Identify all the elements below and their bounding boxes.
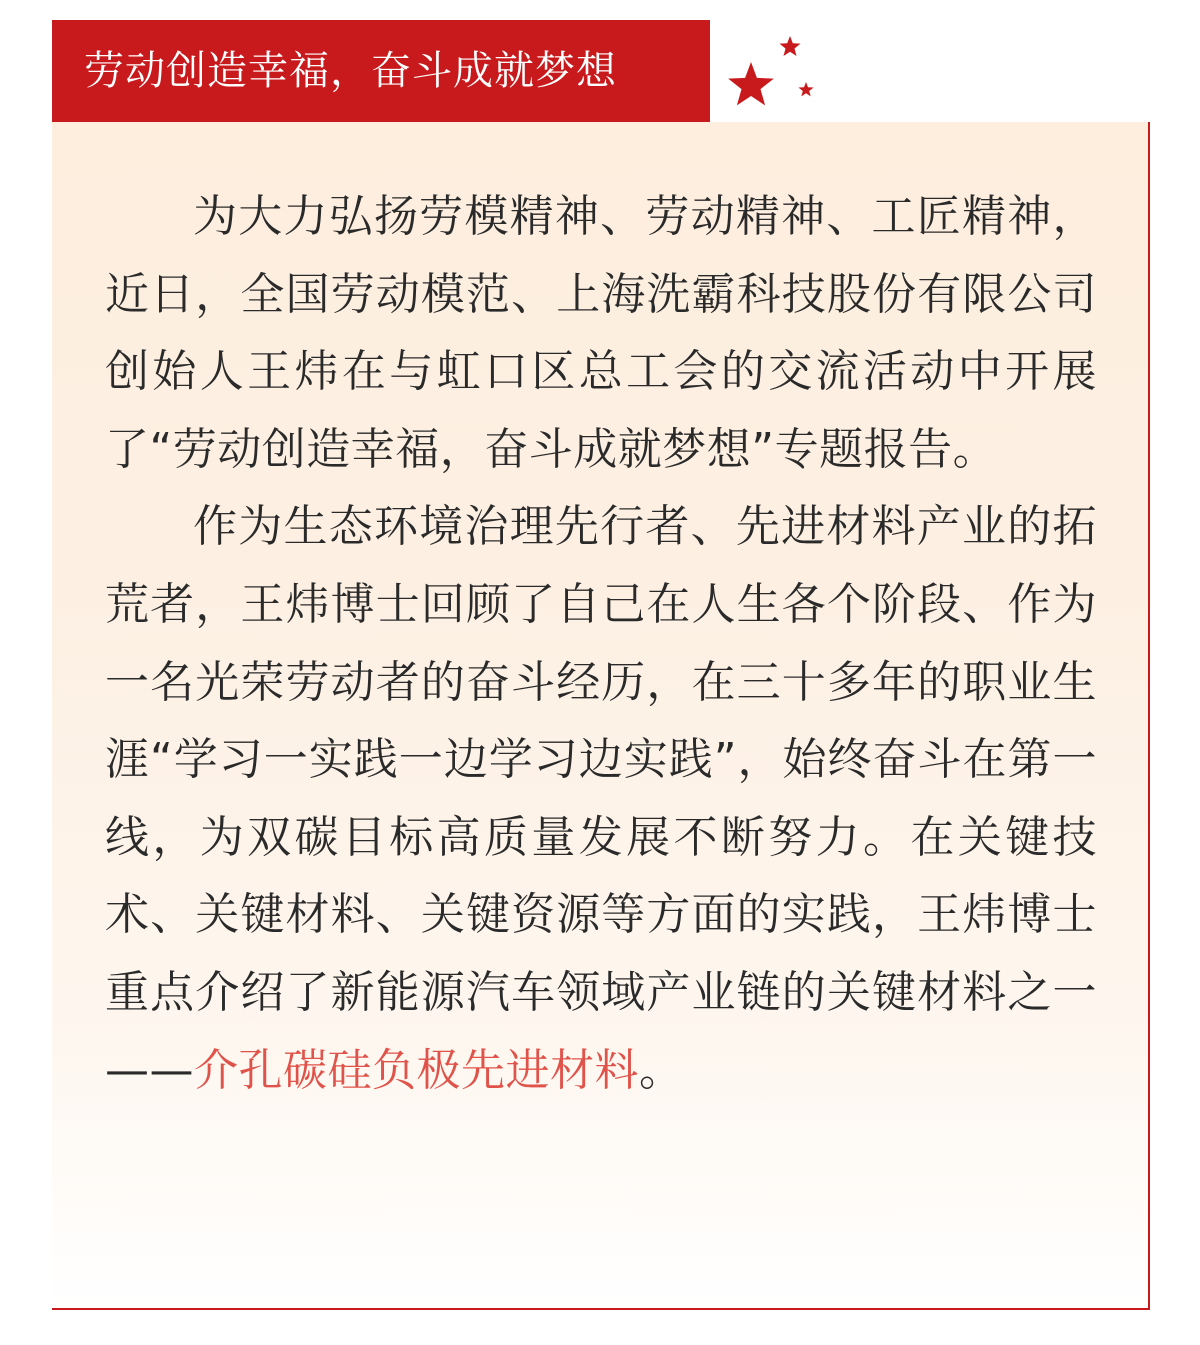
small-star-bottom-icon (798, 82, 813, 96)
content-card (52, 122, 1150, 1310)
paragraph-2-text: 作为生态环境治理先行者、先进材料产业的拓荒者，王炜博士回顾了自己在人生各个阶段、作为一名光荣劳动者的奋斗经历，在三十多年的职业生涯“学习一实践一边学习边实践”，始终奋斗在第一线，为双碳目标高质量发展不断努力。在关键技术、关键材料、关键资源等方面的实践，王炜博士重点介绍了新能源汽车领域产业链的关键材料之一—— (105, 501, 1097, 1096)
highlighted-term: 介孔碳硅负极先进材料 (194, 1044, 639, 1096)
paragraph-2 (105, 488, 1097, 1109)
small-star-top-icon (780, 36, 801, 56)
stars-icon (718, 28, 828, 118)
paragraph-2-end: 。 (639, 1044, 684, 1096)
paragraph-1 (105, 178, 1097, 488)
paragraph-1-text: 为大力弘扬劳模精神、劳动精神、工匠精神，近日，全国劳动模范、上海洗霸科技股份有限公司创始人王炜在与虹口区总工会的交流活动中开展了“劳动创造幸福，奋斗成就梦想”专题报告。 (105, 191, 1097, 475)
page-title: 劳动创造幸福，奋斗成就梦想 (84, 48, 617, 94)
article-body (105, 178, 1097, 1109)
large-star-icon (728, 62, 774, 105)
title-banner (52, 20, 710, 122)
